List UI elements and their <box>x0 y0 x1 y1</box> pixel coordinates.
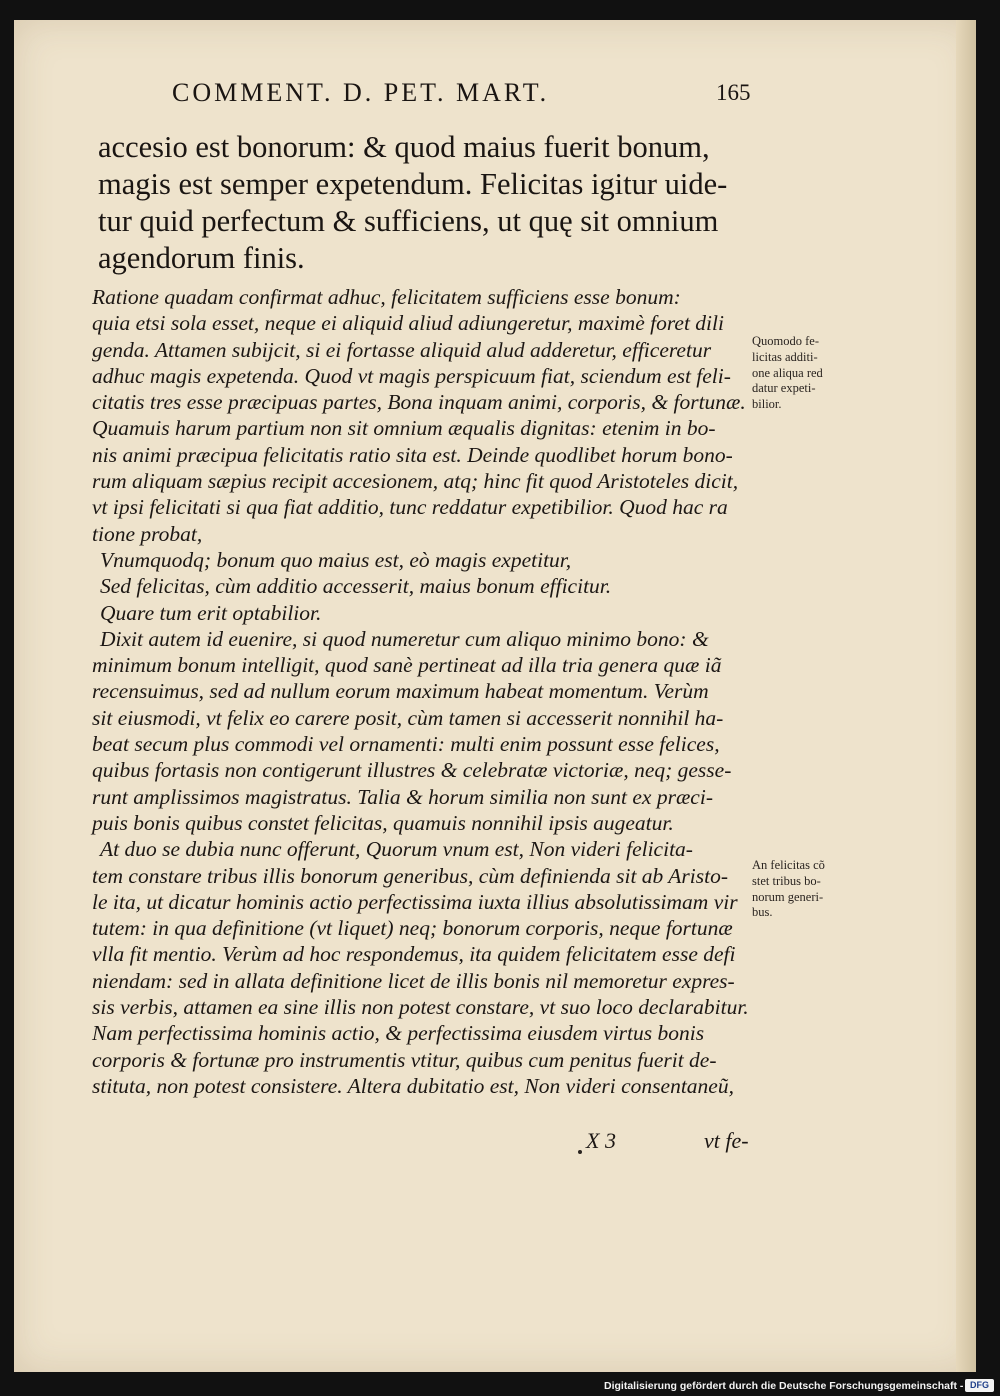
commentary-line: tem constare tribus illis bonorum generibus, cùm definienda sit ab Aristo- <box>92 863 729 888</box>
commentary-line: Quamuis harum partium non sit omnium æqualis dignitas: etenim in bo- <box>92 416 716 441</box>
commentary-line: Ratione quadam confirmat adhuc, felicitatem sufficiens esse bonum: <box>92 285 681 309</box>
main-text-line: agendorum finis. <box>98 241 305 275</box>
commentary-line: corporis & fortunæ pro instrumentis vtitur, quibus cum penitus fuerit de- <box>92 1047 717 1072</box>
running-head: COMMENT. D. PET. MART. <box>172 78 550 107</box>
main-text-line: tur quid perfectum & sufficiens, ut quę sit omnium <box>98 204 719 238</box>
commentary-line: citatis tres esse præcipuas partes, Bona inquam animi, corporis, & fortunæ. <box>92 390 746 415</box>
commentary-line: quia etsi sola esset, neque ei aliquid aliud adiungeretur, maximè foret dili <box>92 311 724 336</box>
commentary-line: sit eiusmodi, vt felix eo carere posit, cùm tamen si accesserit nonnihil ha- <box>92 705 724 730</box>
signature-mark: X 3 <box>586 1128 616 1153</box>
margin-note-line: licitas additi- <box>752 349 818 364</box>
commentary-line: genda. Attamen subijcit, si ei fortasse aliquid alud adderetur, efficeretur <box>92 337 712 362</box>
commentary-line: vlla fit mentio. Verùm ad hoc respondemus, ita quidem felicitatem esse defi <box>92 942 736 967</box>
margin-note-line: datur expeti- <box>752 381 816 396</box>
commentary-block <box>92 284 756 1099</box>
commentary-line: Vnumquodq; bonum quo maius est, eò magis expetitur, <box>100 547 572 572</box>
margin-note-felicitas-bona <box>752 858 825 921</box>
commentary-line: beat secum plus commodi vel ornamenti: multi enim possunt esse felices, <box>92 732 720 757</box>
margin-note-line: stet tribus bo- <box>752 873 821 888</box>
main-text-line: magis est semper expetendum. Felicitas igitur uide- <box>98 167 728 201</box>
commentary-line: Sed felicitas, cùm additio accesserit, maius bonum efficitur. <box>100 574 612 599</box>
commentary-line: Quare tum erit optabilior. <box>100 600 322 625</box>
margin-note-line: norum generi- <box>752 889 824 904</box>
main-text-line: accesio est bonorum: & quod maius fuerit bonum, <box>98 130 710 164</box>
catchword: vt fe- <box>704 1128 749 1153</box>
commentary-line: tutem: in qua definitione (vt liquet) neq; bonorum corporis, neque fortunæ <box>92 916 733 941</box>
main-text-block <box>98 129 758 277</box>
commentary-line: adhuc magis expetenda. Quod vt magis perspicuum fiat, sciendum est feli- <box>92 363 731 388</box>
margin-note-line: bus. <box>752 905 773 920</box>
margin-note-line: Quomodo fe- <box>752 334 819 348</box>
margin-note-felicitas-additio <box>752 334 823 413</box>
commentary-line: sis verbis, attamen ea sine illis non potest constare, vt suo loco declarabitur. <box>92 995 749 1020</box>
commentary-line: Nam perfectissima hominis actio, & perfectissima eiusdem virtus bonis <box>92 1021 705 1046</box>
page-number: 165 <box>716 80 751 105</box>
commentary-line: puis bonis quibus constet felicitas, quamuis nonnihil ipsis augeatur. <box>92 810 674 835</box>
commentary-line: tione probat, <box>92 521 203 546</box>
commentary-line: runt amplissimos magistratus. Talia & horum similia non sunt ex præci- <box>92 784 713 809</box>
commentary-line: niendam: sed in allata definitione licet de illis bonis nil memoretur expres- <box>92 968 735 993</box>
ink-dot <box>578 1150 582 1154</box>
page-edge <box>956 20 976 1372</box>
commentary-line: minimum bonum intelligit, quod sanè pertineat ad illa tria genera quæ iã <box>92 653 722 678</box>
commentary-line: quibus fortasis non contigerunt illustres & celebratæ victoriæ, neq; gesse- <box>92 758 732 783</box>
margin-note-line: one aliqua red <box>752 365 823 380</box>
commentary-line: Dixit autem id euenire, si quod numeretur cum aliquo minimo bono: & <box>100 626 709 651</box>
margin-note-line: bilior. <box>752 397 782 412</box>
digitization-credit: Digitalisierung gefördert durch die Deutsche Forschungsgemeinschaft - <box>604 1380 964 1392</box>
commentary-line: le ita, ut dicatur hominis actio perfectissima iuxta illius absolutissimam vir <box>92 889 738 914</box>
commentary-line: recensuimus, sed ad nullum eorum maximum habeat momentum. Verùm <box>92 679 709 704</box>
dfg-logo: DFG <box>965 1379 994 1392</box>
commentary-line: At duo se dubia nunc offerunt, Quorum vnum est, Non videri felicita- <box>100 837 693 862</box>
commentary-line: rum aliquam sæpius recipit accesionem, atq; hinc fit quod Aristoteles dicit, <box>92 469 739 494</box>
commentary-line: stituta, non potest consistere. Altera dubitatio est, Non videri consentaneũ, <box>92 1073 734 1098</box>
commentary-line: vt ipsi felicitati si qua fiat additio, tunc reddatur expetibilior. Quod hac ra <box>92 495 728 520</box>
commentary-line: nis animi præcipua felicitatis ratio sita est. Deinde quodlibet horum bono- <box>92 442 733 467</box>
margin-note-line: An felicitas cõ <box>752 858 825 872</box>
